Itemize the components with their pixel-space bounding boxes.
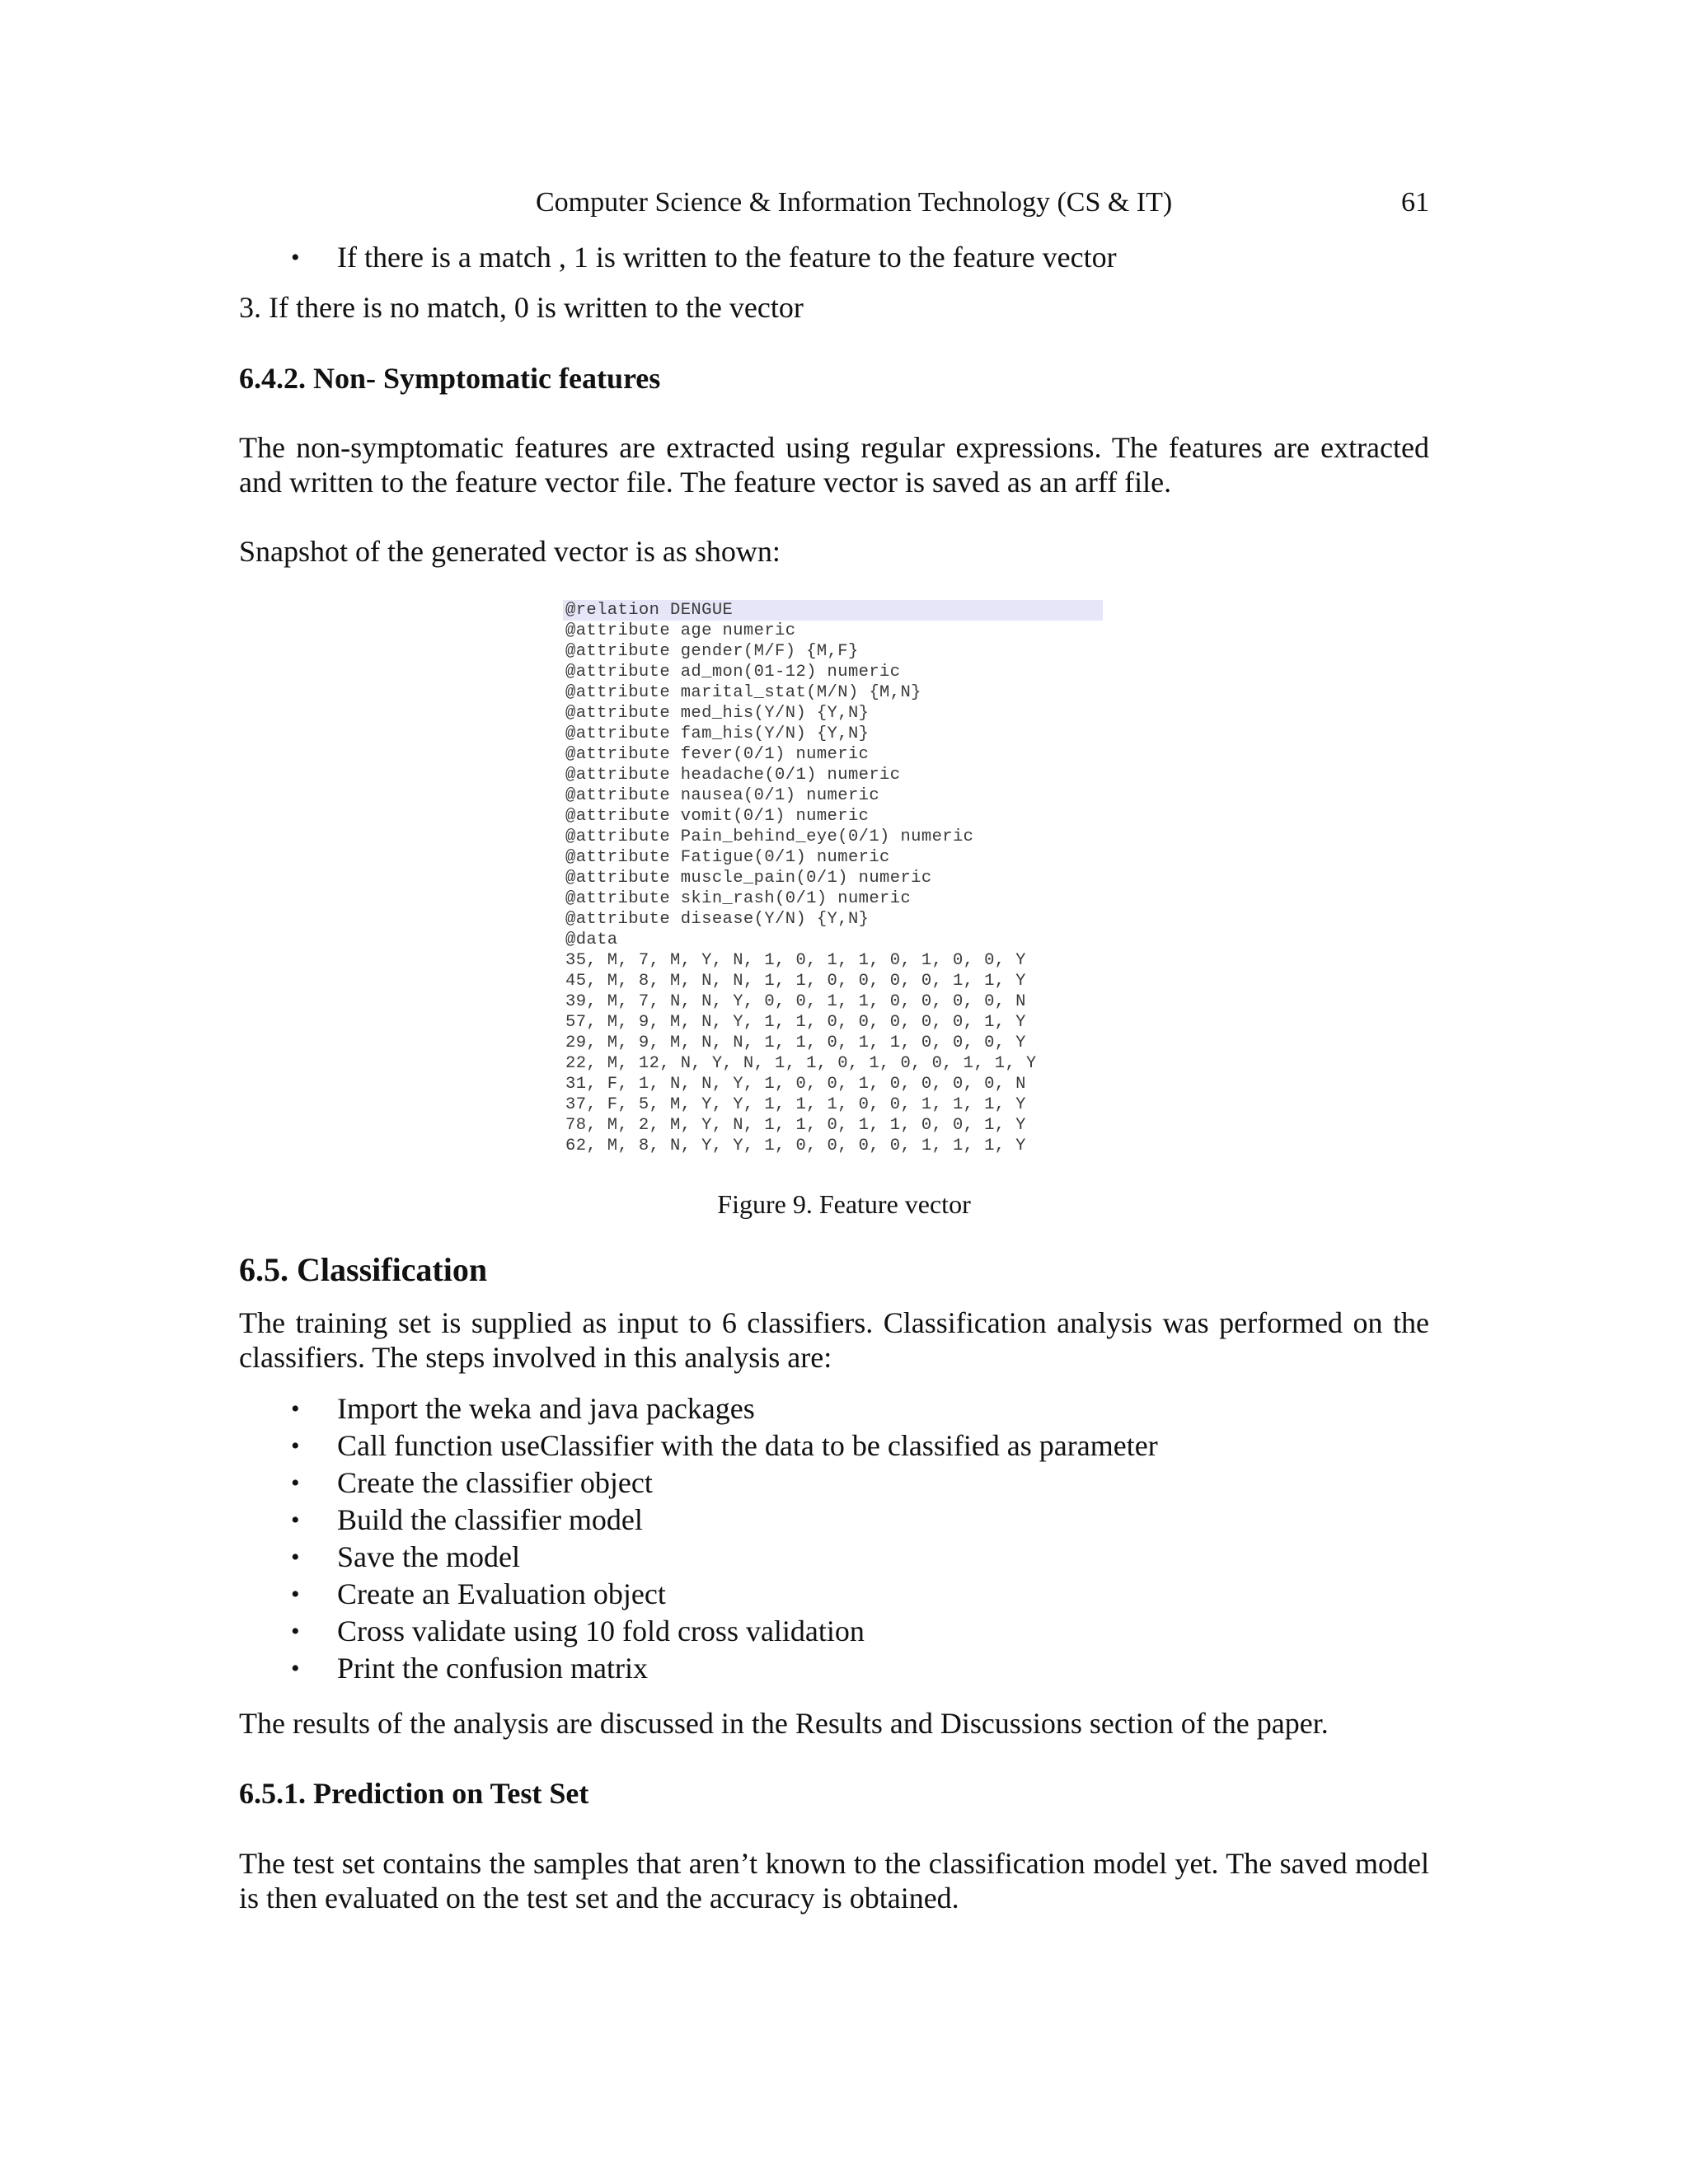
code-line: @attribute fever(0/1) numeric (565, 745, 870, 764)
list-item-text: Import the weka and java packages (337, 1392, 755, 1425)
code-line: 35, M, 7, M, Y, N, 1, 0, 1, 1, 0, 1, 0, 0, Y (565, 951, 1026, 970)
code-line: 62, M, 8, N, Y, Y, 1, 0, 0, 0, 0, 1, 1, 1, Y (565, 1137, 1026, 1155)
code-line: 45, M, 8, M, N, N, 1, 1, 0, 0, 0, 0, 1, 1, Y (565, 972, 1026, 991)
list-item-text: Create an Evaluation object (337, 1577, 666, 1610)
code-line: 57, M, 9, M, N, Y, 1, 1, 0, 0, 0, 0, 0, 1, Y (565, 1013, 1026, 1032)
code-line: @attribute age numeric (565, 621, 796, 640)
results-text: The results of the analysis are discussed in the Results and Discussions section of the paper. (239, 1707, 1329, 1740)
figure-caption: Figure 9. Feature vector (717, 1189, 971, 1219)
code-line: @attribute marital_stat(M/N) {M,N} (565, 683, 921, 702)
section-6-5-paragraph: The training set is supplied as input to 6 classifiers. Classification analysis was performed on the classifiers. The steps involved in this analysis are: (239, 1306, 1429, 1374)
list-item-text: Print the confusion matrix (337, 1652, 648, 1685)
bullet-icon: • (291, 1544, 300, 1571)
list-item-text: Cross validate using 10 fold cross validation (337, 1615, 865, 1647)
bullet-icon: • (291, 1507, 300, 1534)
code-line: @attribute fam_his(Y/N) {Y,N} (565, 724, 870, 743)
code-line: 31, F, 1, N, N, Y, 1, 0, 0, 1, 0, 0, 0, 0, N (565, 1075, 1026, 1094)
bullet-icon: • (291, 1655, 300, 1682)
code-line: @attribute ad_mon(01-12) numeric (565, 663, 901, 682)
code-line: @attribute Fatigue(0/1) numeric (565, 848, 890, 867)
code-line: @attribute vomit(0/1) numeric (565, 807, 870, 826)
section-heading-6-5: 6.5. Classification (239, 1251, 488, 1288)
bullet-icon: • (291, 1469, 300, 1497)
list-item-text: Call function useClassifier with the data to be classified as parameter (337, 1429, 1158, 1462)
code-line: 37, F, 5, M, Y, Y, 1, 1, 1, 0, 0, 1, 1, 1, Y (565, 1095, 1026, 1114)
code-line: @data (565, 930, 618, 949)
code-line: @attribute med_his(Y/N) {Y,N} (565, 704, 870, 723)
intro-bullet-text: If there is a match , 1 is written to the feature to the feature vector (337, 241, 1117, 274)
code-line: @attribute muscle_pain(0/1) numeric (565, 869, 932, 888)
code-line: 22, M, 12, N, Y, N, 1, 1, 0, 1, 0, 0, 1, 1, Y (565, 1054, 1037, 1073)
bullet-icon: • (291, 244, 300, 271)
arff-code-listing (565, 600, 1103, 1156)
list-item-text: Create the classifier object (337, 1466, 653, 1499)
bullet-icon: • (291, 1432, 300, 1460)
bullet-icon: • (291, 1618, 300, 1645)
code-line: @attribute disease(Y/N) {Y,N} (565, 910, 870, 929)
bullet-icon: • (291, 1581, 300, 1608)
code-line: @attribute nausea(0/1) numeric (565, 786, 880, 805)
code-line-relation: @relation DENGUE (563, 600, 1103, 621)
code-line: @attribute headache(0/1) numeric (565, 766, 901, 785)
code-line: 78, M, 2, M, Y, N, 1, 1, 0, 1, 1, 0, 0, 1, Y (565, 1116, 1026, 1135)
bullet-icon: • (291, 1395, 300, 1422)
section-6-5-1-paragraph: The test set contains the samples that aren’t known to the classification model yet. The saved model is then evaluated on the test set and the accuracy is obtained. (239, 1847, 1429, 1915)
snapshot-intro-text: Snapshot of the generated vector is as shown: (239, 535, 781, 568)
code-line: 39, M, 7, N, N, Y, 0, 0, 1, 1, 0, 0, 0, 0, N (565, 992, 1026, 1011)
feature-vector-figure (563, 600, 1103, 1157)
section-heading-6-4-2: 6.4.2. Non- Symptomatic features (239, 362, 661, 395)
list-item-text: Build the classifier model (337, 1503, 643, 1536)
section-heading-6-5-1: 6.5.1. Prediction on Test Set (239, 1777, 589, 1810)
code-line: @attribute Pain_behind_eye(0/1) numeric (565, 827, 974, 846)
page-number: 61 (1401, 187, 1429, 218)
code-line: @attribute skin_rash(0/1) numeric (565, 889, 912, 908)
code-line: 29, M, 9, M, N, N, 1, 1, 0, 1, 1, 0, 0, 0, Y (565, 1033, 1026, 1052)
running-header-title: Computer Science & Information Technology (CS & IT) (536, 187, 1173, 218)
step-3-text: 3. If there is no match, 0 is written to the vector (239, 291, 804, 324)
code-line: @attribute gender(M/F) {M,F} (565, 642, 859, 661)
section-6-4-2-paragraph: The non-symptomatic features are extracted using regular expressions. The features are extracted and written to the feature vector file. The feature vector is saved as an arff file. (239, 431, 1429, 499)
list-item-text: Save the model (337, 1540, 520, 1573)
